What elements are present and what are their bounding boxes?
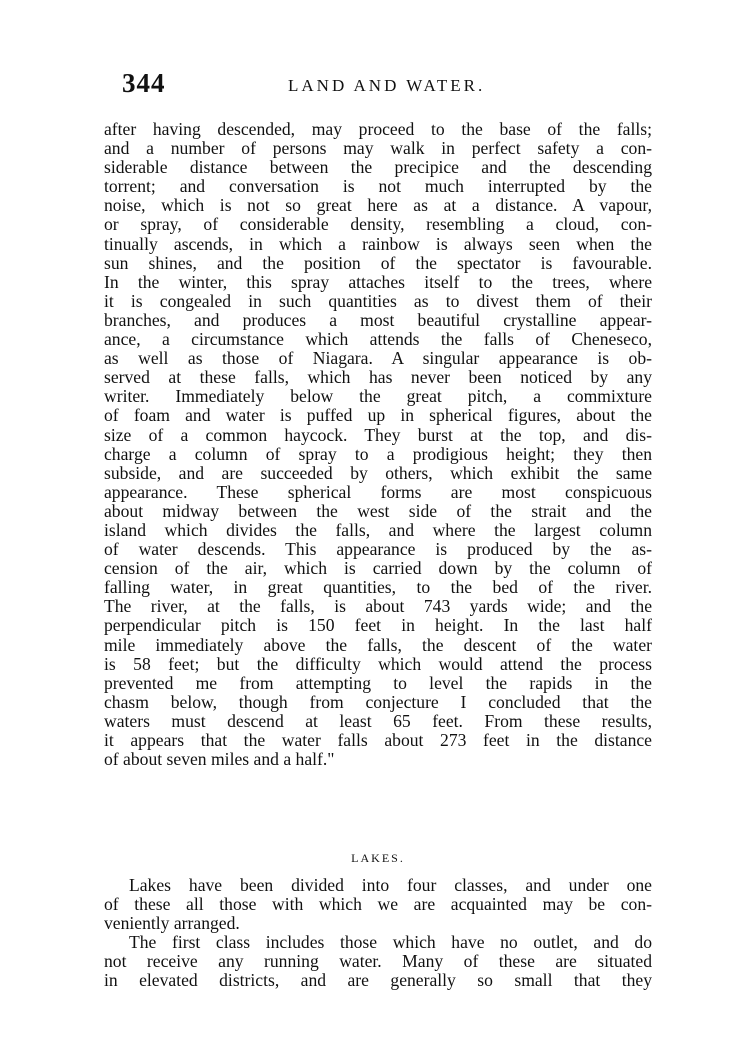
text-line: The first class includes those which have no outlet, and do <box>129 932 652 953</box>
text-line: not receive any running water. Many of these are situated <box>104 951 652 972</box>
text-line: branches, and produces a most beautiful crystalline appear- <box>104 309 652 330</box>
text-line: siderable distance between the precipice and the descending <box>104 157 652 178</box>
text-line: mile immediately above the falls, the descent of the water <box>104 634 652 655</box>
text-line: falling water, in great quantities, to the bed of the river. <box>104 577 652 598</box>
page-number: 344 <box>122 68 166 98</box>
text-line: subside, and are succeeded by others, which exhibit the same <box>104 462 652 483</box>
text-line: appearance. These spherical forms are most conspicuous <box>104 481 652 502</box>
text-line: prevented me from attempting to level the rapids in the <box>104 672 652 693</box>
text-line: cension of the air, which is carried down by the column of <box>104 558 652 579</box>
text-line: served at these falls, which has never been noticed by any <box>104 367 652 388</box>
text-line: of foam and water is puffed up in spherical figures, about the <box>104 405 652 426</box>
text-line: of water descends. This appearance is produced by the as- <box>104 539 652 560</box>
text-line: perpendicular pitch is 150 feet in height. In the last half <box>104 615 652 636</box>
running-head <box>118 68 658 108</box>
text-line: it is congealed in such quantities as to divest them of their <box>104 290 652 311</box>
text-line: chasm below, though from conjecture I concluded that the <box>104 691 652 712</box>
text-line: of these all those with which we are acquainted may be con- <box>104 894 652 915</box>
text-line: or spray, of considerable density, resembling a cloud, con- <box>104 214 652 235</box>
section-heading-lakes: LAKES. <box>351 851 405 865</box>
paragraph-lakes <box>104 876 652 991</box>
text-line: and a number of persons may walk in perfect safety a con- <box>104 138 652 159</box>
text-line: size of a common haycock. They burst at the top, and dis- <box>104 424 652 445</box>
text-line: island which divides the falls, and where the largest column <box>104 519 652 540</box>
text-line: sun shines, and the position of the spectator is favourable. <box>104 252 652 273</box>
text-line: veniently arranged. <box>104 913 240 934</box>
text-line: tinually ascends, in which a rainbow is always seen when the <box>104 233 652 254</box>
text-line: about midway between the west side of the strait and the <box>104 500 652 521</box>
text-line: torrent; and conversation is not much interrupted by the <box>104 176 652 197</box>
text-line: in elevated districts, and are generally so small that they <box>104 970 652 991</box>
text-line: is 58 feet; but the difficulty which would attend the process <box>104 653 652 674</box>
text-line: Lakes have been divided into four classes, and under one <box>129 875 652 895</box>
text-line: waters must descend at least 65 feet. From these results, <box>104 710 652 731</box>
text-line: The river, at the falls, is about 743 yards wide; and the <box>104 596 652 617</box>
text-line: ance, a circumstance which attends the falls of Cheneseco, <box>104 329 652 350</box>
text-line: noise, which is not so great here as at a distance. A vapour, <box>104 195 652 216</box>
text-line: writer. Immediately below the great pitch, a commixture <box>104 386 652 407</box>
running-title: LAND AND WATER. <box>288 76 486 95</box>
text-line: after having descended, may proceed to the base of the falls; <box>104 119 652 139</box>
paragraph-falls-description <box>104 120 652 769</box>
text-line: charge a column of spray to a prodigious height; they then <box>104 443 652 464</box>
text-line: it appears that the water falls about 273 feet in the distance <box>104 730 652 750</box>
text-line: of about seven miles and a half." <box>104 749 335 770</box>
text-line: as well as those of Niagara. A singular appearance is ob- <box>104 348 652 369</box>
text-line: In the winter, this spray attaches itself to the trees, where <box>104 271 652 292</box>
